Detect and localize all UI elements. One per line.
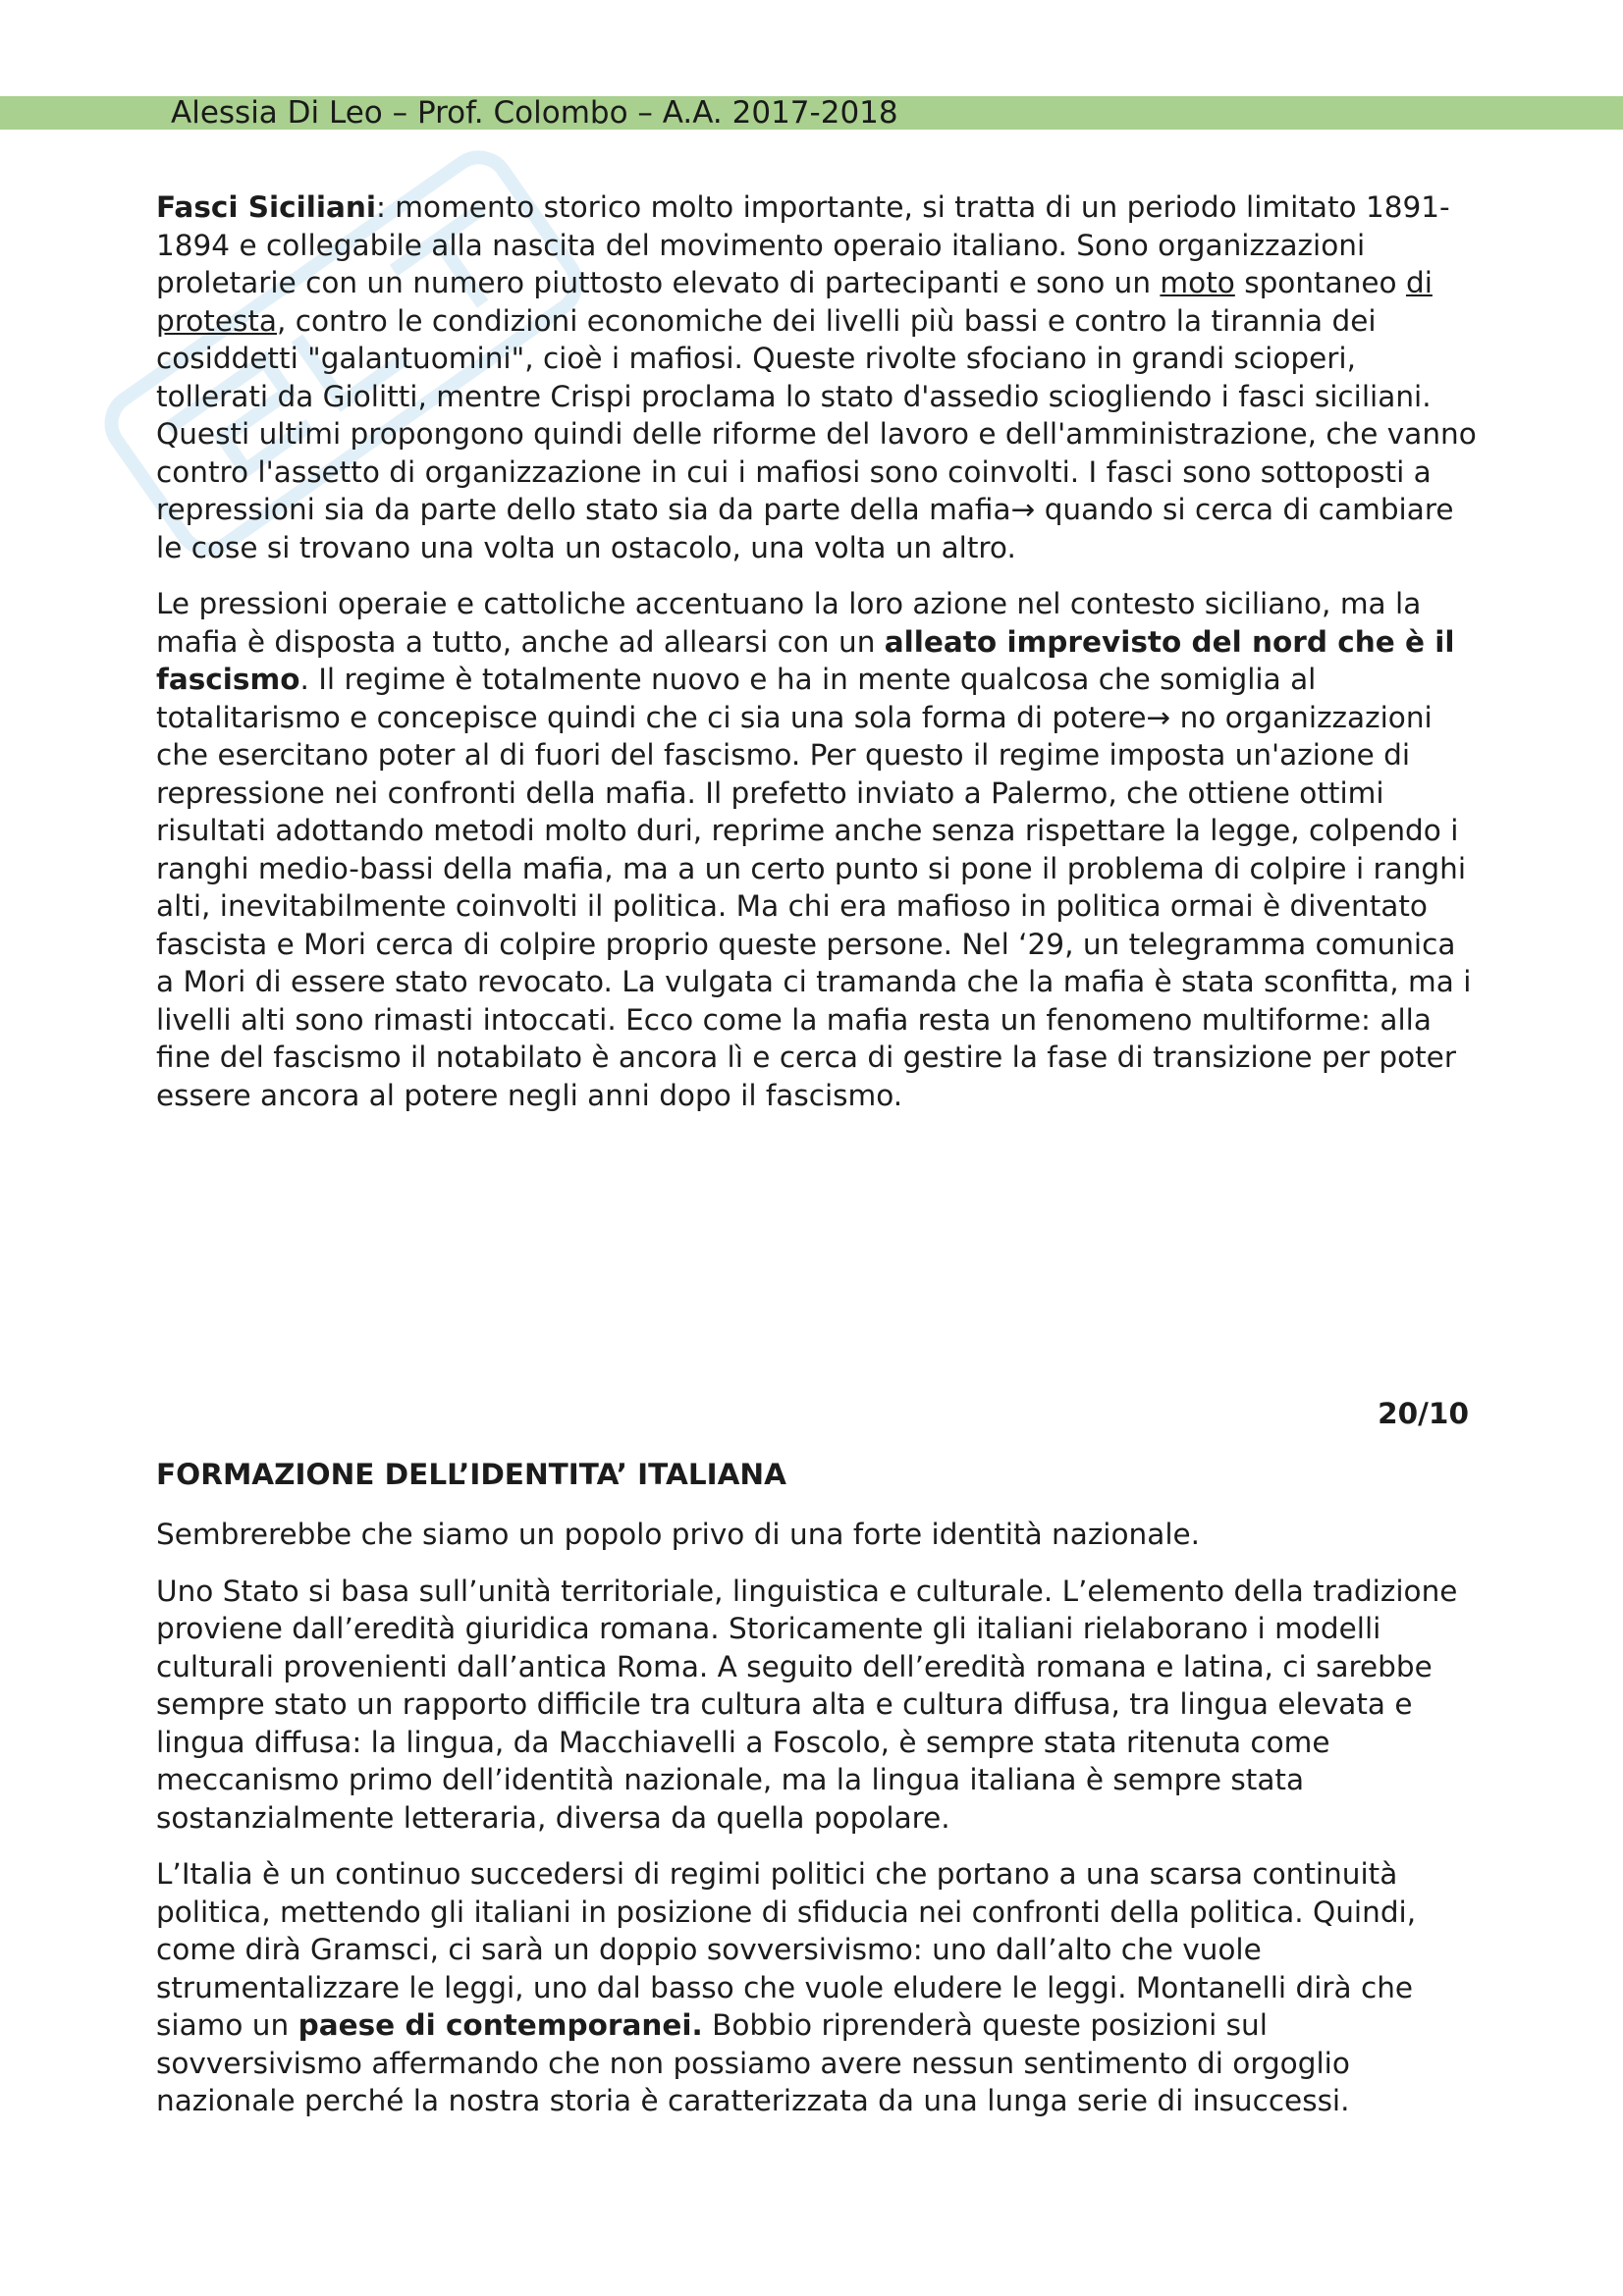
- paragraph-fascismo: Le pressioni operaie e cattoliche accentuano la loro azione nel contesto siciliano, ma la mafia è disposta a tutto, anche ad allearsi con un alleato imprevisto del nord che è il fascismo. Il regime è totalmente nuovo e ha in mente qualcosa che somiglia al totalitarismo e concepisce quindi che ci sia una sola forma di potere→ no organizzazioni che esercitano poter al di fuori del fascismo. Per questo il regime imposta un'azione di repressione nei confronti della mafia. Il prefetto inviato a Palermo, che ottiene ottimi risultati adottando metodi molto duri, reprime anche senza rispettare la legge, colpendo i ranghi medio-bassi della mafia, ma a un certo punto si pone il problema di colpire i ranghi alti, inevitabilmente coinvolti il politica. Ma chi era mafioso in politica ormai è diventato fascista e Mori cerca di colpire proprio queste persone. Nel ‘29, un telegramma comunica a Mori di essere stato revocato. La vulgata ci tramanda che la mafia è stata sconfitta, ma i livelli alti sono rimasti intoccati. Ecco come la mafia resta un fenomeno multiforme: alla fine del fascismo il notabilato è ancora lì e cerca di gestire la fase di transizione per poter essere ancora al potere negli anni dopo il fascismo.: [156, 587, 1472, 1112]
- lecture-date: 20/10: [1378, 1397, 1469, 1430]
- bold-alleato-imprevisto: alleato imprevisto del nord che è il fascismo: [156, 624, 1455, 696]
- arrow-icon: →: [1010, 493, 1036, 526]
- paragraph-stato: Uno Stato si basa sull’unità territoriale, linguistica e culturale. L’elemento della tradizione proviene dall’eredità giuridica romana. Storicamente gli italiani rielaborano i modelli culturali provenienti dall’antica Roma. A seguito dell’eredità romana e latina, ci sarebbe sempre stato un rapporto difficile tra cultura alta e cultura diffusa, tra lingua elevata e lingua diffusa: la lingua, da Macchiavelli a Foscolo, è sempre stata ritenuta come meccanismo primo dell’identità nazionale, ma la lingua italiana è sempre stata sostanzialmente letteraria, diversa da quella popolare.: [156, 1574, 1458, 1835]
- paragraph-intro: Sembrerebbe che siamo un popolo privo di una forte identità nazionale.: [156, 1518, 1201, 1551]
- underlined-moto: moto: [1160, 266, 1235, 299]
- arrow-icon: →: [1146, 700, 1171, 734]
- section-title: FORMAZIONE DELL’IDENTITA’ ITALIANA: [156, 1458, 786, 1491]
- section-identita-italiana: [156, 1456, 1477, 2139]
- header-text: Alessia Di Leo – Prof. Colombo – A.A. 2017-2018: [171, 95, 898, 131]
- document-body: [156, 188, 1477, 1133]
- term-fasci-siciliani: Fasci Siciliani: [156, 190, 376, 224]
- bold-paese-di-contemporanei: paese di contemporanei.: [298, 2008, 703, 2042]
- paragraph-fasci-siciliani: Fasci Siciliani: momento storico molto importante, si tratta di un periodo limitato 1891-1894 e collegabile alla nascita del movimento operaio italiano. Sono organizzazioni proletarie con un numero piuttosto elevato di partecipanti e sono un moto spontaneo di protesta, contro le condizioni economiche dei livelli più bassi e contro la tirannia dei cosiddetti "galantuomini", cioè i mafiosi. Queste rivolte sfociano in grandi scioperi, tollerati da Giolitti, mentre Crispi proclama lo stato d'assedio sciogliendo i fasci siciliani. Questi ultimi propongono quindi delle riforme del lavoro e dell'amministrazione, che vanno contro l'assetto di organizzazione in cui i mafiosi sono coinvolti. I fasci sono sottoposti a repressioni sia da parte dello stato sia da parte della mafia→ quando si cerca di cambiare le cose si trovano una volta un ostacolo, una volta un altro.: [156, 190, 1477, 564]
- paragraph-italia: L’Italia è un continuo succedersi di regimi politici che portano a una scarsa continuità politica, mettendo gli italiani in posizione di sfiducia nei confronti della politica. Quindi, come dirà Gramsci, ci sarà un doppio sovversivismo: uno dall’alto che vuole strumentalizzare le leggi, uno dal basso che vuole eludere le leggi. Montanelli dirà che siamo un paese di contemporanei. Bobbio riprenderà queste posizioni sul sovversivismo affermando che non possiamo avere nessun sentimento di orgoglio nazionale perché la nostra storia è caratterizzata da una lunga serie di insuccessi.: [156, 1857, 1417, 2117]
- underlined-di-protesta: di protesta: [156, 266, 1433, 338]
